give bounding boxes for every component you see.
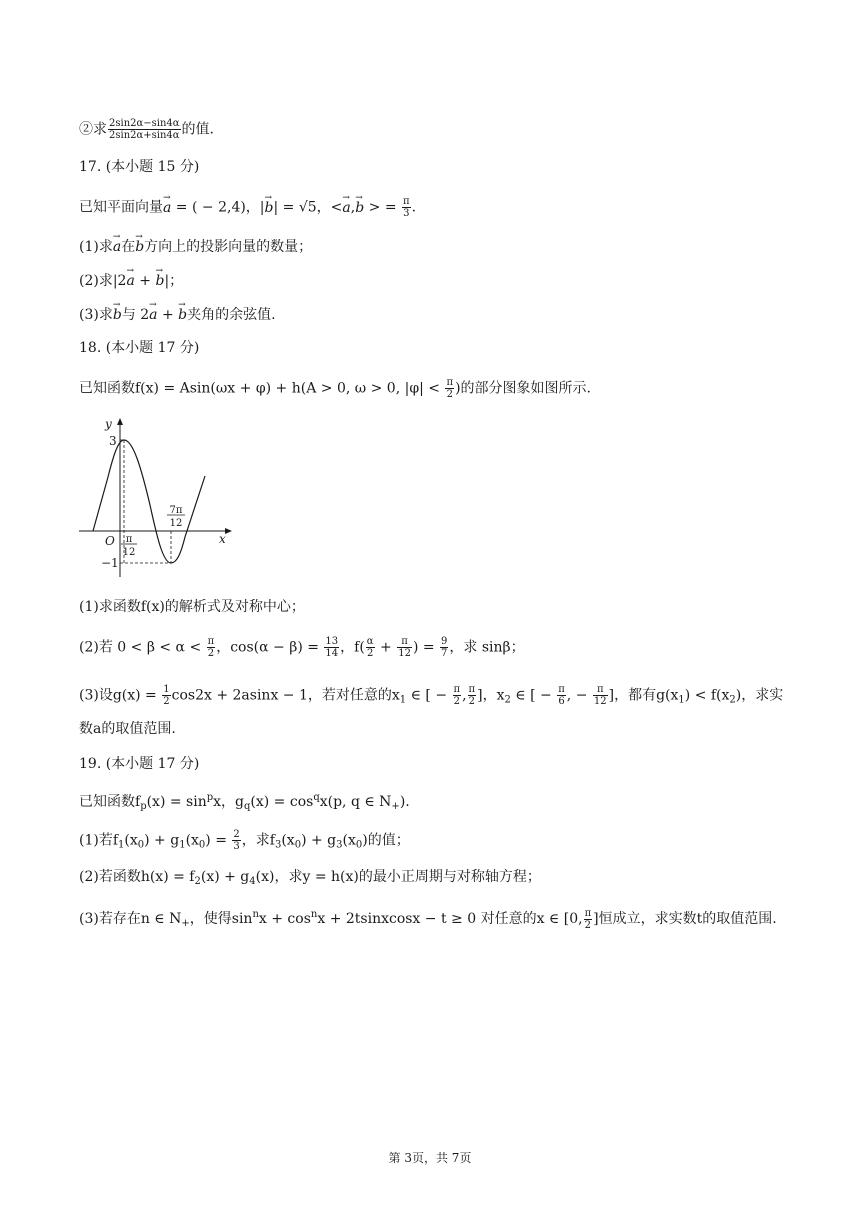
q18-given-a: 已知函数f(x) = Asin(ωx + φ) + h(A > 0, ω > 0, |φ| < [79,380,445,397]
frac-denominator: 2 [163,696,170,707]
subscript: 2 [194,876,201,887]
frac-numerator: π [403,196,410,207]
vector-b: → b [113,306,122,324]
q19-p1-c: ) + g [144,832,180,849]
q19-p1-j: )的值； [362,832,410,849]
q19-given-e: x(p, q ∈ N [319,794,392,810]
subscript: + [181,918,190,929]
vector-b: → b [265,199,274,217]
frac-denominator: 2 [584,919,592,931]
q17-p2-b: + [134,273,156,289]
q19-part2 [79,868,541,891]
q19-p3-a: (3)若存在n ∈ N [79,911,182,927]
frac-numerator: α [366,636,374,647]
frac-denominator: 2 [468,696,476,707]
q16-fraction [108,118,181,141]
q19-given-d: (x) = cos [250,794,314,810]
frac-denominator: 12 [398,648,411,659]
subscript: 1 [118,839,125,851]
superscript: n [310,909,318,920]
x-axis-arrow-icon [225,528,232,534]
q17-header: 17. (本小题 15 分) [79,159,200,175]
q18-header: 18. (本小题 17 分) [79,340,200,356]
x1-denominator: 12 [122,547,136,558]
q18-given [79,377,591,400]
q17-part1 [79,238,312,256]
fraction [207,636,216,659]
q18-p3-e: ]，x [477,687,505,704]
q18-p3-g: , − [566,687,592,704]
q18-p2-b: ，cos(α − β) = [216,639,324,656]
frac-numerator: π [446,377,454,388]
y-max-label: 3 [109,434,117,448]
subscript: 2 [504,694,511,706]
q18-p2-c: ，f( [340,639,365,656]
superscript: q [313,792,320,803]
q18-p3-a: (3)设g(x) = [79,687,162,704]
q18-phi-fraction [445,377,454,400]
subscript: 1 [399,694,407,706]
q17-p3-b: 与 2 [121,307,150,323]
fraction [593,684,608,707]
q19-part1 [79,829,410,855]
q17-p1-b: 在 [121,239,136,255]
q19-p1-g: (x [281,832,295,849]
q18-p2-e: ) = [412,639,440,656]
subscript: 1 [179,839,186,851]
frac-numerator: π [558,684,565,695]
subscript: 0 [137,839,145,851]
q18-p3-j: )，求实 [735,687,784,704]
q19-p1-a: (1)若f [79,832,119,849]
superscript: p [206,792,214,803]
x1-numerator: π [125,534,133,545]
q17-p3-d: 夹角的余弦值. [187,307,276,323]
q18-part3 [79,684,783,710]
subscript: 2 [729,694,736,706]
q19-given-c: x，g [213,794,244,810]
frac-denominator: 14 [325,648,339,659]
frac-numerator: π [397,636,412,648]
frac-denominator: 3 [233,841,240,852]
q17-p3-a: (3)求 [79,307,113,323]
q16-part2-prefix: ②求 [79,121,107,138]
subscript: 0 [294,839,302,851]
q19-p3-b: ，使得sin [189,911,253,927]
subscript: + [391,801,400,812]
fraction [324,636,339,659]
vector-b: → b [355,199,364,217]
subscript: 0 [355,839,363,851]
frac-numerator: 9 [441,636,448,647]
fraction [162,684,170,707]
q18-p3-h: ]，都有g(x [608,687,679,704]
fraction [468,684,477,707]
q17-p2-a: (2)求|2 [79,273,127,289]
q17-angle-fraction [402,196,411,219]
q19-p1-i: (x [342,832,356,849]
fraction [366,636,375,659]
q19-p3-e: ]恒成立，求实数t的取值范围. [593,911,777,927]
subscript: p [140,801,147,812]
subscript: q [244,801,251,812]
q16-frac-denominator: 2sin2α+sin4α [109,130,180,141]
fraction [557,684,566,707]
subscript: 4 [249,876,256,887]
q18-given-b: )的部分图象如图所示. [455,380,591,397]
frac-numerator: π [453,684,461,695]
frac-denominator: 2 [453,696,460,707]
y-axis-arrow-icon [117,418,123,425]
q18-p2-f: ，求 sinβ； [449,639,525,656]
subscript: 3 [274,839,282,851]
q17-part3 [79,306,276,324]
fraction [232,829,240,852]
q18-p3-d: , [462,687,467,704]
frac-denominator: 2 [446,389,453,400]
frac-denominator: 6 [558,696,565,707]
q19-p2-a: (2)若函数h(x) = f [79,869,195,885]
vector-b: → b [178,306,187,324]
vector-a: → a [163,199,171,217]
y-axis-label: y [105,417,112,431]
vector-b: → b [135,238,144,256]
q19-given-a: 已知函数f [79,794,141,810]
fraction [440,636,448,659]
frac-numerator: 1 [163,684,170,695]
origin-label: O [105,534,115,548]
q16-frac-numerator: 2sin2α−sin4α [109,118,180,129]
q17-given-end: . [411,199,417,216]
q16-part2 [79,118,214,141]
q19-p1-d: (x [185,832,199,849]
q18-part2 [79,636,525,659]
fraction [453,684,462,707]
frac-denominator: 2 [207,648,215,659]
subscript: 0 [198,839,206,851]
vector-a: → a [342,199,350,217]
q18-p3-f: ∈ [ − [510,687,557,704]
q17-given [79,196,416,219]
frac-numerator: π [584,907,592,919]
q17-part2 [79,272,183,290]
q19-p1-h: ) + g [301,832,337,849]
q19-p1-b: (x [124,832,138,849]
function-graph [75,415,235,585]
q17-p2-c: |； [164,273,184,289]
q18-part3-line2: 数a的取值范围. [79,721,176,737]
y-min-label: −1 [101,556,119,570]
vector-a: → a [149,306,157,324]
q19-p2-b: (x) + g [200,869,250,885]
vector-b: → b [155,272,164,290]
q19-given [79,789,410,816]
q17-given-c: | = √5，< [273,199,343,216]
frac-numerator: 2 [233,829,240,840]
frac-numerator: π [207,636,215,647]
frac-numerator: π [593,684,608,696]
q19-header: 19. (本小题 17 分) [79,756,200,772]
frac-denominator: 2 [366,648,374,659]
frac-denominator: 3 [403,208,410,219]
q17-given-d: , [350,199,356,216]
frac-denominator: 12 [593,696,607,707]
q18-p3-c: ∈ [ − [406,687,452,704]
q19-p2-c: (x)，求y = h(x)的最小正周期与对称轴方程； [255,869,541,885]
frac-numerator: π [468,684,476,695]
q17-given-e: > = [364,199,401,216]
q17-p1-a: (1)求 [79,239,113,255]
q19-given-b: (x) = sin [146,794,207,810]
q18-p2-d: + [375,639,397,656]
fraction [397,636,412,659]
vector-a: → a [126,272,134,290]
q19-p3-d: x + 2tsinxcosx − t ≥ 0 对任意的x ∈ [0, [317,911,583,927]
superscript: n [252,909,259,920]
q17-p1-c: 方向上的投影向量的数量； [144,239,313,255]
subscript: 1 [678,694,685,706]
q17-given-a: 已知平面向量 [79,199,163,216]
frac-denominator: 7 [441,648,448,659]
q18-p3-i: ) < f(x [684,687,730,704]
vector-a: → a [113,238,121,256]
q19-given-f: ). [399,794,410,810]
q16-part2-suffix: 的值. [181,121,214,138]
q19-p3-c: x + cos [258,911,311,927]
q19-part3 [79,906,777,933]
q18-part1: (1)求函数f(x)的解析式及对称中心； [79,599,305,615]
x-axis-label: x [219,532,226,546]
q18-p3-b: cos2x + 2asinx − 1，若对任意的x [171,687,400,704]
q19-p1-e: ) = [205,832,232,849]
q19-p1-f: ，求f [241,832,275,849]
x2-denominator: 12 [169,518,183,529]
page-footer: 第 3页，共 7页 [388,1151,472,1165]
fraction [584,908,593,931]
frac-numerator: 13 [325,636,339,647]
q18-p2-a: (2)若 0 < β < α < [79,639,206,656]
q17-p3-c: + [157,307,179,323]
q17-given-b: = ( − 2,4)，| [171,199,265,216]
x2-numerator: 7π [169,505,183,516]
subscript: 3 [336,839,343,851]
